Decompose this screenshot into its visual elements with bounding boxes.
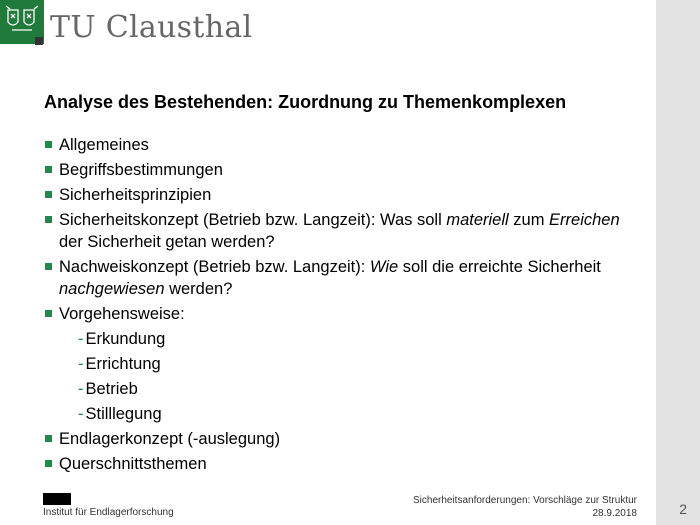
list-item	[44, 134, 644, 156]
sub-item-text: Erkundung	[85, 330, 166, 348]
sub-list-item	[78, 328, 644, 350]
bullet-text: Sicherheitsprinzipien	[59, 186, 212, 204]
footer-institute: Institut für Endlagerforschung	[43, 507, 174, 518]
list-item	[44, 184, 644, 206]
sub-item-text: Errichtung	[85, 355, 161, 373]
logo-square-mark	[35, 37, 43, 45]
list-item	[44, 453, 644, 475]
sub-list	[59, 328, 644, 425]
list-item	[44, 256, 644, 300]
bullet-text: Querschnittsthemen	[59, 455, 207, 473]
list-item	[44, 303, 644, 425]
bullet-list	[44, 134, 644, 478]
bullet-text: der Sicherheit getan werden?	[59, 233, 275, 251]
sub-item-text: Stilllegung	[85, 405, 162, 423]
list-item	[44, 209, 644, 253]
bullet-text: Begriffsbestimmungen	[59, 161, 223, 179]
sub-list-item	[78, 378, 644, 400]
right-sidebar	[656, 0, 700, 525]
list-item	[44, 428, 644, 450]
slide-title: Analyse des Bestehenden: Zuordnung zu Themenkomplexen	[44, 92, 567, 112]
sub-list-item	[78, 353, 644, 375]
footer-doc-info	[413, 494, 637, 520]
dash-marker: -	[78, 405, 84, 423]
footer-date: 28.9.2018	[592, 508, 637, 519]
dash-marker: -	[78, 330, 84, 348]
bullet-text: Nachweiskonzept (Betrieb bzw. Langzeit):	[59, 258, 370, 276]
sub-list-item	[78, 403, 644, 425]
bullet-emphasis: nachgewiesen	[59, 280, 165, 298]
bullet-emphasis: Wie	[369, 258, 399, 276]
dash-marker: -	[78, 380, 84, 398]
sub-item-text: Betrieb	[85, 380, 138, 398]
bullet-text: werden?	[164, 280, 233, 298]
footer-doc-title: Sicherheitsanforderungen: Vorschläge zur Struktur	[412, 495, 637, 506]
bullet-text: Sicherheitskonzept (Betrieb bzw. Langzeit): Was soll	[59, 211, 447, 229]
bullet-text: soll die erreichte Sicherheit	[398, 258, 601, 276]
page-number: 2	[679, 501, 687, 517]
bullet-emphasis: materiell	[446, 211, 509, 229]
bullet-text: Vorgehensweise:	[59, 305, 185, 323]
list-item	[44, 159, 644, 181]
footer-black-bar	[43, 493, 71, 505]
dash-marker: -	[78, 355, 84, 373]
bullet-text: Endlagerkonzept (-auslegung)	[59, 430, 281, 448]
bullet-text: zum	[508, 211, 550, 229]
university-logo-text: TU Clausthal	[50, 10, 253, 45]
bullet-emphasis: Erreichen	[549, 211, 620, 229]
bullet-text: Allgemeines	[59, 136, 149, 154]
